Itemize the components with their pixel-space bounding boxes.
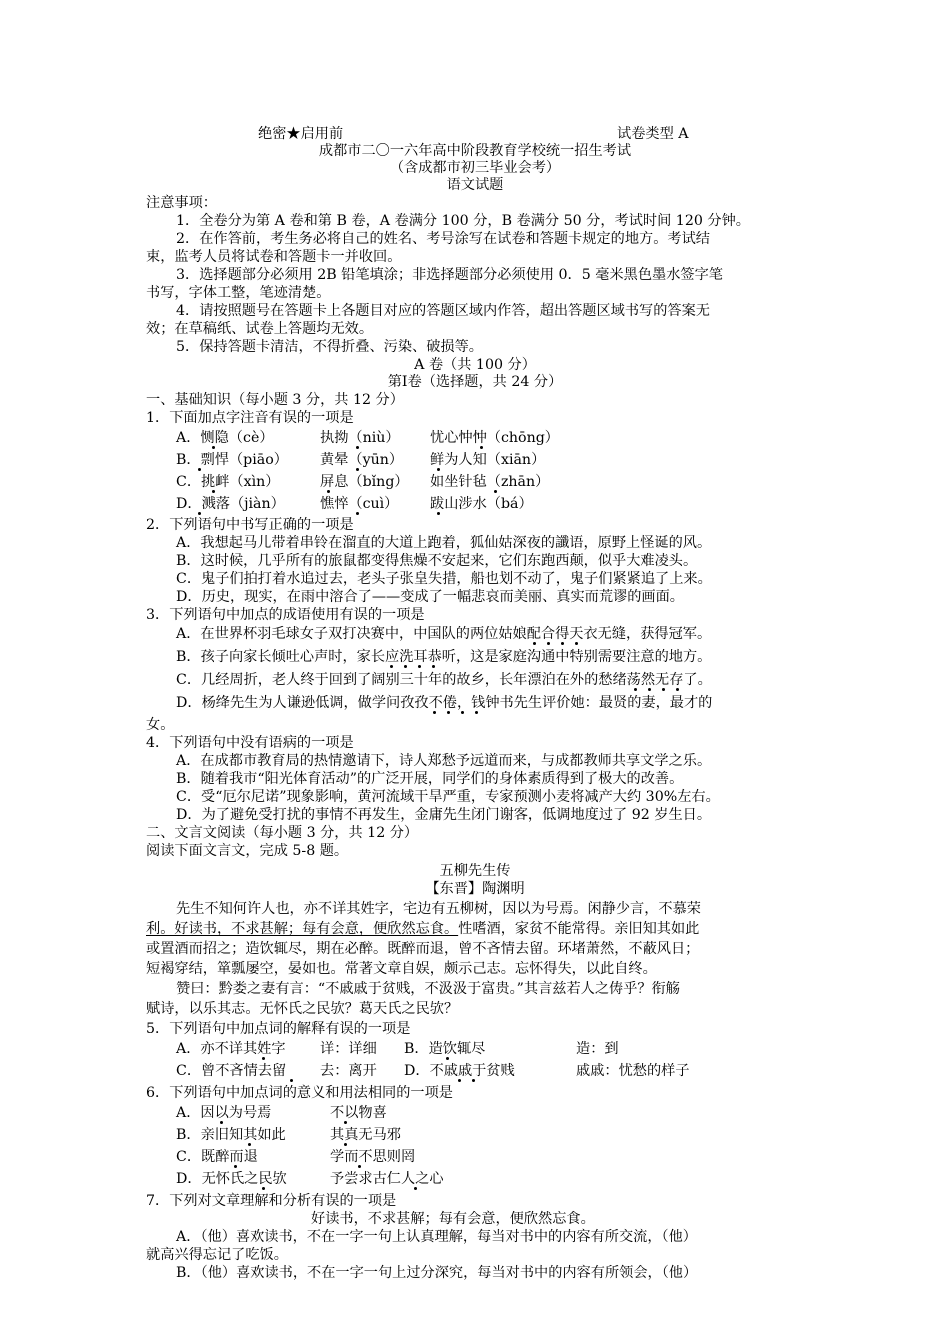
notice-heading: 注意事项：: [146, 195, 217, 211]
notice-item: 5．保持答题卡清洁，不得折叠、污染、破损等。: [176, 339, 483, 355]
q1-option: 鲜为人知（xiān）: [430, 452, 546, 468]
passage-line: 短褐穿结，箪瓢屡空，晏如也。常著文章自娱，颇示己志。忘怀得失，以此自终。: [146, 961, 657, 977]
part-1-title: 第Ⅰ卷（选择题，共 24 分）: [387, 374, 563, 390]
q5-option: B．造饮辄尽: [404, 1041, 486, 1057]
emphasis-dot: [356, 512, 359, 515]
emphasis-dot: [234, 1165, 237, 1168]
emphasis-dot: [262, 1187, 265, 1190]
emphasis-dot: [676, 688, 679, 691]
q6-stem: 6．下列语句中加点词的意义和用法相同的一项是: [146, 1085, 453, 1101]
notice-item: 束，监考人员将试卷和答题卡一并收回。: [146, 249, 402, 265]
emphasis-dot: [634, 688, 637, 691]
q7-option-continuation: 就高兴得忘记了吃饭。: [146, 1247, 288, 1263]
section-1-heading: 一、基础知识（每小题 3 分，共 12 分）: [146, 392, 404, 408]
q6-option: D．无怀氏之民欤: [176, 1171, 287, 1187]
emphasis-dot: [356, 446, 359, 449]
exam-title: 成都市二〇一六年高中阶段教育学校统一招生考试: [318, 143, 632, 159]
emphasis-dot: [494, 490, 497, 493]
q1-option: D．溅落（jiàn）: [176, 496, 285, 512]
q1-option: C．挑衅（xìn）: [176, 474, 280, 490]
q4-stem: 4．下列语句中没有语病的一项是: [146, 735, 354, 751]
q7-stem: 7．下列对文章理解和分析有误的一项是: [146, 1193, 397, 1209]
q6-comparison: 予尝求古仁人之心: [330, 1171, 444, 1187]
emphasis-dot: [437, 512, 440, 515]
emphasis-dot: [390, 665, 393, 668]
emphasis-dot: [404, 665, 407, 668]
emphasis-dot: [433, 711, 436, 714]
q6-comparison: 不以物喜: [330, 1105, 387, 1121]
passage-line: 或置酒而招之；造饮辄尽，期在必醉。既醉而退，曾不吝情去留。环堵萧然，不蔽风日；: [146, 941, 700, 957]
passage-line: 赞曰：黔娄之妻有言：“不戚戚于贫贱，不汲汲于富贵。”其言兹若人之俦乎？衔觞: [176, 981, 680, 997]
q2-option: D．历史，现实，在雨中溶合了——变成了一幅悲哀而美丽、真实而荒谬的画面。: [176, 589, 684, 605]
reading-instruction: 阅读下面文言文，完成 5-8 题。: [146, 843, 349, 859]
q7-quote: 好读书，不求甚解；每有会意，便欣然忘食。: [311, 1211, 595, 1227]
q5-option: C．曾不吝情去留: [176, 1063, 287, 1079]
q4-option: D．为了避免受打扰的事情不再发生，金庸先生闭门谢客，低调地度过了 92 岁生日。: [176, 807, 712, 823]
passage-line: [146, 920, 699, 938]
q2-option: C．鬼子们拍打着水追过去，老头子张皇失措，船也划不动了，鬼子们紧紧追了上来。: [176, 571, 712, 587]
q3-option: B．孩子向家长倾吐心声时，家长应洗耳恭听，这是家庭沟通中特别需要注意的地方。: [176, 649, 712, 665]
q5-explanation: 去：离开: [320, 1063, 377, 1079]
q3-option: A．在世界杯羽毛球女子双打决赛中，中国队的两位姑娘配合得天衣无缝，获得冠军。: [176, 626, 712, 642]
notice-item: 效；在草稿纸、试卷上答题均无效。: [146, 321, 374, 337]
section-2-heading: 二、文言文阅读（每小题 3 分，共 12 分）: [146, 825, 419, 841]
q2-option: A．我想起马儿带着串铃在溜直的大道上跑着，狐仙姑深夜的讖语，原野上怪诞的风。: [176, 535, 712, 551]
emphasis-dot: [533, 642, 536, 645]
q5-option: A．亦不详其姓字: [176, 1041, 286, 1057]
notice-item: 书写，字体工整，笔迹清楚。: [146, 285, 331, 301]
emphasis-dot: [472, 1079, 475, 1082]
q2-stem: 2．下列语句中书写正确的一项是: [146, 517, 354, 533]
q6-comparison: 其真无马邪: [330, 1127, 401, 1143]
subject-title: 语文试题: [446, 177, 504, 193]
q3-option-continuation: 女。: [146, 717, 175, 733]
paper-type: 试卷类型 A: [617, 126, 689, 142]
emphasis-dot: [475, 711, 478, 714]
q7-option: A．（他）喜欢读书，不在一字一句上认真理解，每当对书中的内容有所交流，（他）: [176, 1229, 697, 1245]
q5-option: D．不戚戚于贫贱: [404, 1063, 515, 1079]
q1-option: 跋山涉水（bá）: [430, 496, 533, 512]
exam-subtitle: （含成都市初三毕业会考）: [389, 160, 561, 176]
emphasis-dot: [212, 446, 215, 449]
notice-item: 2．在作答前，考生务必将自己的姓名、考号涂写在试卷和答题卡规定的地方。考试结: [176, 231, 710, 247]
passage-author: 【东晋】陶渊明: [425, 881, 525, 897]
q4-option: C．受“厄尔尼诺”现象影响，黄河流域干旱严重，专家预测小麦将减产大约 30%左右。: [176, 789, 720, 805]
emphasis-dot: [262, 1057, 265, 1060]
emphasis-dot: [344, 1121, 347, 1124]
emphasis-dot: [212, 490, 215, 493]
q5-explanation: 戚戚：忧愁的样子: [576, 1063, 690, 1079]
emphasis-dot: [198, 512, 201, 515]
q1-option: B．剽悍（piāo）: [176, 452, 288, 468]
q1-option: 黄晕（yūn）: [320, 452, 404, 468]
q1-stem: 1．下面加点字注音有误的一项是: [146, 410, 354, 426]
q6-option: A．因以为号焉: [176, 1105, 272, 1121]
emphasis-dot: [547, 642, 550, 645]
secret-label: 绝密★启用前: [258, 126, 344, 142]
emphasis-dot: [418, 665, 421, 668]
emphasis-dot: [648, 688, 651, 691]
emphasis-dot: [327, 490, 330, 493]
q1-option: A．恻隐（cè）: [176, 430, 274, 446]
q1-option: 执拗（niù）: [320, 430, 400, 446]
q3-option: C．几经周折，老人终于回到了阔别三十年的故乡，长年漂泊在外的愁绪荡然无存了。: [176, 672, 712, 688]
q1-option: 如坐针毡（zhān）: [430, 474, 550, 490]
emphasis-dot: [437, 468, 440, 471]
emphasis-dot: [458, 1079, 461, 1082]
q6-option: C．既醉而退: [176, 1149, 258, 1165]
passage-line-rest: 性嗜酒，家贫不能常得。亲旧知其如此: [458, 921, 700, 937]
emphasis-dot: [561, 642, 564, 645]
q1-option: 忧心忡忡（chōng）: [430, 430, 559, 446]
emphasis-dot: [248, 1143, 251, 1146]
q5-explanation: 造：到: [576, 1041, 619, 1057]
emphasis-dot: [447, 711, 450, 714]
notice-item: 3．选择题部分必须用 2B 铅笔填涂；非选择题部分必须使用 0．5 毫米黑色墨水签字笔: [176, 267, 723, 283]
q3-option: D．杨绛先生为人谦逊低调，做学问孜孜不倦，钱钟书先生评价她：最贤的妻，最才的: [176, 695, 713, 711]
emphasis-dot: [344, 1143, 347, 1146]
emphasis-dot: [358, 1165, 361, 1168]
q7-option: B．（他）喜欢读书，不在一字一句上过分深究，每当对书中的内容有所领会，（他）: [176, 1265, 698, 1281]
passage-line: 先生不知何许人也，亦不详其姓字，宅边有五柳树，因以为号焉。闲静少言，不慕荣: [176, 901, 701, 917]
emphasis-dot: [290, 1079, 293, 1082]
emphasis-dot: [220, 1121, 223, 1124]
q3-stem: 3．下列语句中加点的成语使用有误的一项是: [146, 607, 425, 623]
emphasis-dot: [446, 1057, 449, 1060]
q4-option: B．随着我市“阳光体育活动”的广泛开展，同学们的身体素质得到了极大的改善。: [176, 771, 684, 787]
q6-comparison: 学而不思则罔: [330, 1149, 416, 1165]
q1-option: 憔悴（cuì）: [320, 496, 399, 512]
emphasis-dot: [575, 642, 578, 645]
emphasis-dot: [432, 665, 435, 668]
notice-item: 1．全卷分为第 A 卷和第 B 卷，A 卷满分 100 分，B 卷满分 50 分，考试时间 120 分钟。: [176, 213, 750, 229]
q2-option: B．这时候，几乎所有的旅鼠都变得焦燥不安起来，它们东跑西颠，似乎大难凌头。: [176, 553, 698, 569]
q1-option: 屏息（bǐng）: [320, 474, 409, 490]
q6-option: B．亲旧知其如此: [176, 1127, 286, 1143]
underlined-sentence: 利。好读书，不求甚解；每有会意，便欣然忘食。: [146, 921, 459, 937]
q5-stem: 5．下列语句中加点词的解释有误的一项是: [146, 1021, 411, 1037]
emphasis-dot: [461, 711, 464, 714]
passage-title: 五柳先生传: [439, 863, 511, 879]
q4-option: A．在成都市教育局的热情邀请下，诗人郑愁予远道而来，与成都教师共享文学之乐。: [176, 753, 712, 769]
emphasis-dot: [414, 1187, 417, 1190]
emphasis-dot: [198, 468, 201, 471]
emphasis-dot: [480, 446, 483, 449]
q5-explanation: 详：详细: [320, 1041, 377, 1057]
emphasis-dot: [662, 688, 665, 691]
passage-line: 赋诗，以乐其志。无怀氏之民欤？葛天氏之民欤？: [146, 1001, 459, 1017]
volume-a-title: A 卷（共 100 分）: [414, 357, 536, 373]
notice-item: 4．请按照题号在答题卡上各题目对应的答题区域内作答，超出答题区域书写的答案无: [176, 303, 710, 319]
emphasis-dot: [356, 468, 359, 471]
